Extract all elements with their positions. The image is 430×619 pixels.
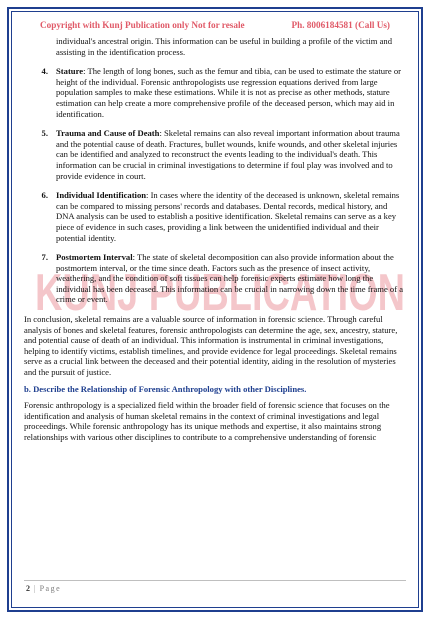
list-item-continuation [24,36,406,57]
page-footer [26,584,61,593]
list-item-number: 6. [41,190,48,201]
list-item-stature [24,66,406,119]
list-item-trauma [24,128,406,181]
list-item-number: 5. [41,128,48,139]
list-item-number: 4. [41,66,48,77]
list-item-text: : The state of skeletal decomposition can also provide information about the postmortem interval, or the time since death. Factors such as the presence of insect activity, weathering, and the condition of soft tissues can help forensic experts estimate how long the individual has been deceased. This information can be crucial in narrowing down the time frame of a crime or event. [56,252,404,305]
footer-separator: | [34,584,36,593]
section-heading: b. Describe the Relationship of Forensic Anthropology with other Disciplines. [24,383,307,394]
section-paragraph: Forensic anthropology is a specialized field within the broader field of forensic science that focuses on the identification and analysis of human skeletal remains in the context of criminal investigations and legal proceedings. While forensic anthropology has its unique methods and expertise, it also maintains strong relationships with various other disciplines to contribute to a comprehensive understanding of forensic [24,400,390,442]
list-item-text: : The length of long bones, such as the femur and tibia, can be used to estimate the stature or height of the individual. Forensic anthropologists use regression equations derived from large population samples to make these estimations. While it is not as precise as other methods, stature estimation can help create a more comprehensive profile of the deceased person, which may aid in identification. [56,66,402,119]
list-item-term: Individual Identification [56,190,147,201]
page-number: 2 [26,584,30,593]
conclusion-paragraph: In conclusion, skeletal remains are a valuable source of information in forensic science. Through careful analysis of bones and skeletal features, forensic anthropologists can determine the age, sex, ancestry, stature, and potential cause of death of an individual. This information is instrumental in criminal investigations, helping to identify victims, establish timelines, and provide evidence for legal proceedings. Skeletal remains serve as a crucial link between the deceased and their potential identity, aiding in the resolution of mysteries and the pursuit of justice. [24,314,398,378]
phone-number: Ph. 8006184581 (Call Us) [291,20,390,30]
list-item-term: Trauma and Cause of Death [56,128,160,139]
footer-divider [24,580,406,581]
list-item-postmortem [24,252,406,305]
intro-continuation-text: individual's ancestral origin. This information can be useful in building a profile of the victim and assisting in the identification process. [56,36,392,57]
list-item-number: 7. [41,252,48,263]
copyright-notice: Copyright with Kunj Publication only Not for resale [40,20,245,30]
page-header [40,20,390,30]
list-item-text: : Skeletal remains can also reveal important information about trauma and the potential cause of death. Fractures, bullet wounds, knife wounds, and other skeletal injuries can be identified and analyzed to reconstruct the events leading to the individual's death. This information can be crucial in criminal investigations to determine if foul play was involved and to provide evidence in court. [56,128,400,181]
list-item-text: : In cases where the identity of the deceased is unknown, skeletal remains can be compared to missing persons' records and databases. Dental records, medical history, and DNA analysis can be used to establish a positive identification. Skeletal remains can serve as a key piece of evidence in such cases, providing a link between the unidentified individual and their potential identity. [56,190,400,243]
list-item-term: Postmortem Interval [56,252,133,263]
list-item-term: Stature [56,66,84,77]
list-item-identification [24,190,406,243]
page-content [24,36,406,449]
watermark-text: KUNJ PUBLICATION [35,264,405,322]
page-label: Page [39,584,62,593]
